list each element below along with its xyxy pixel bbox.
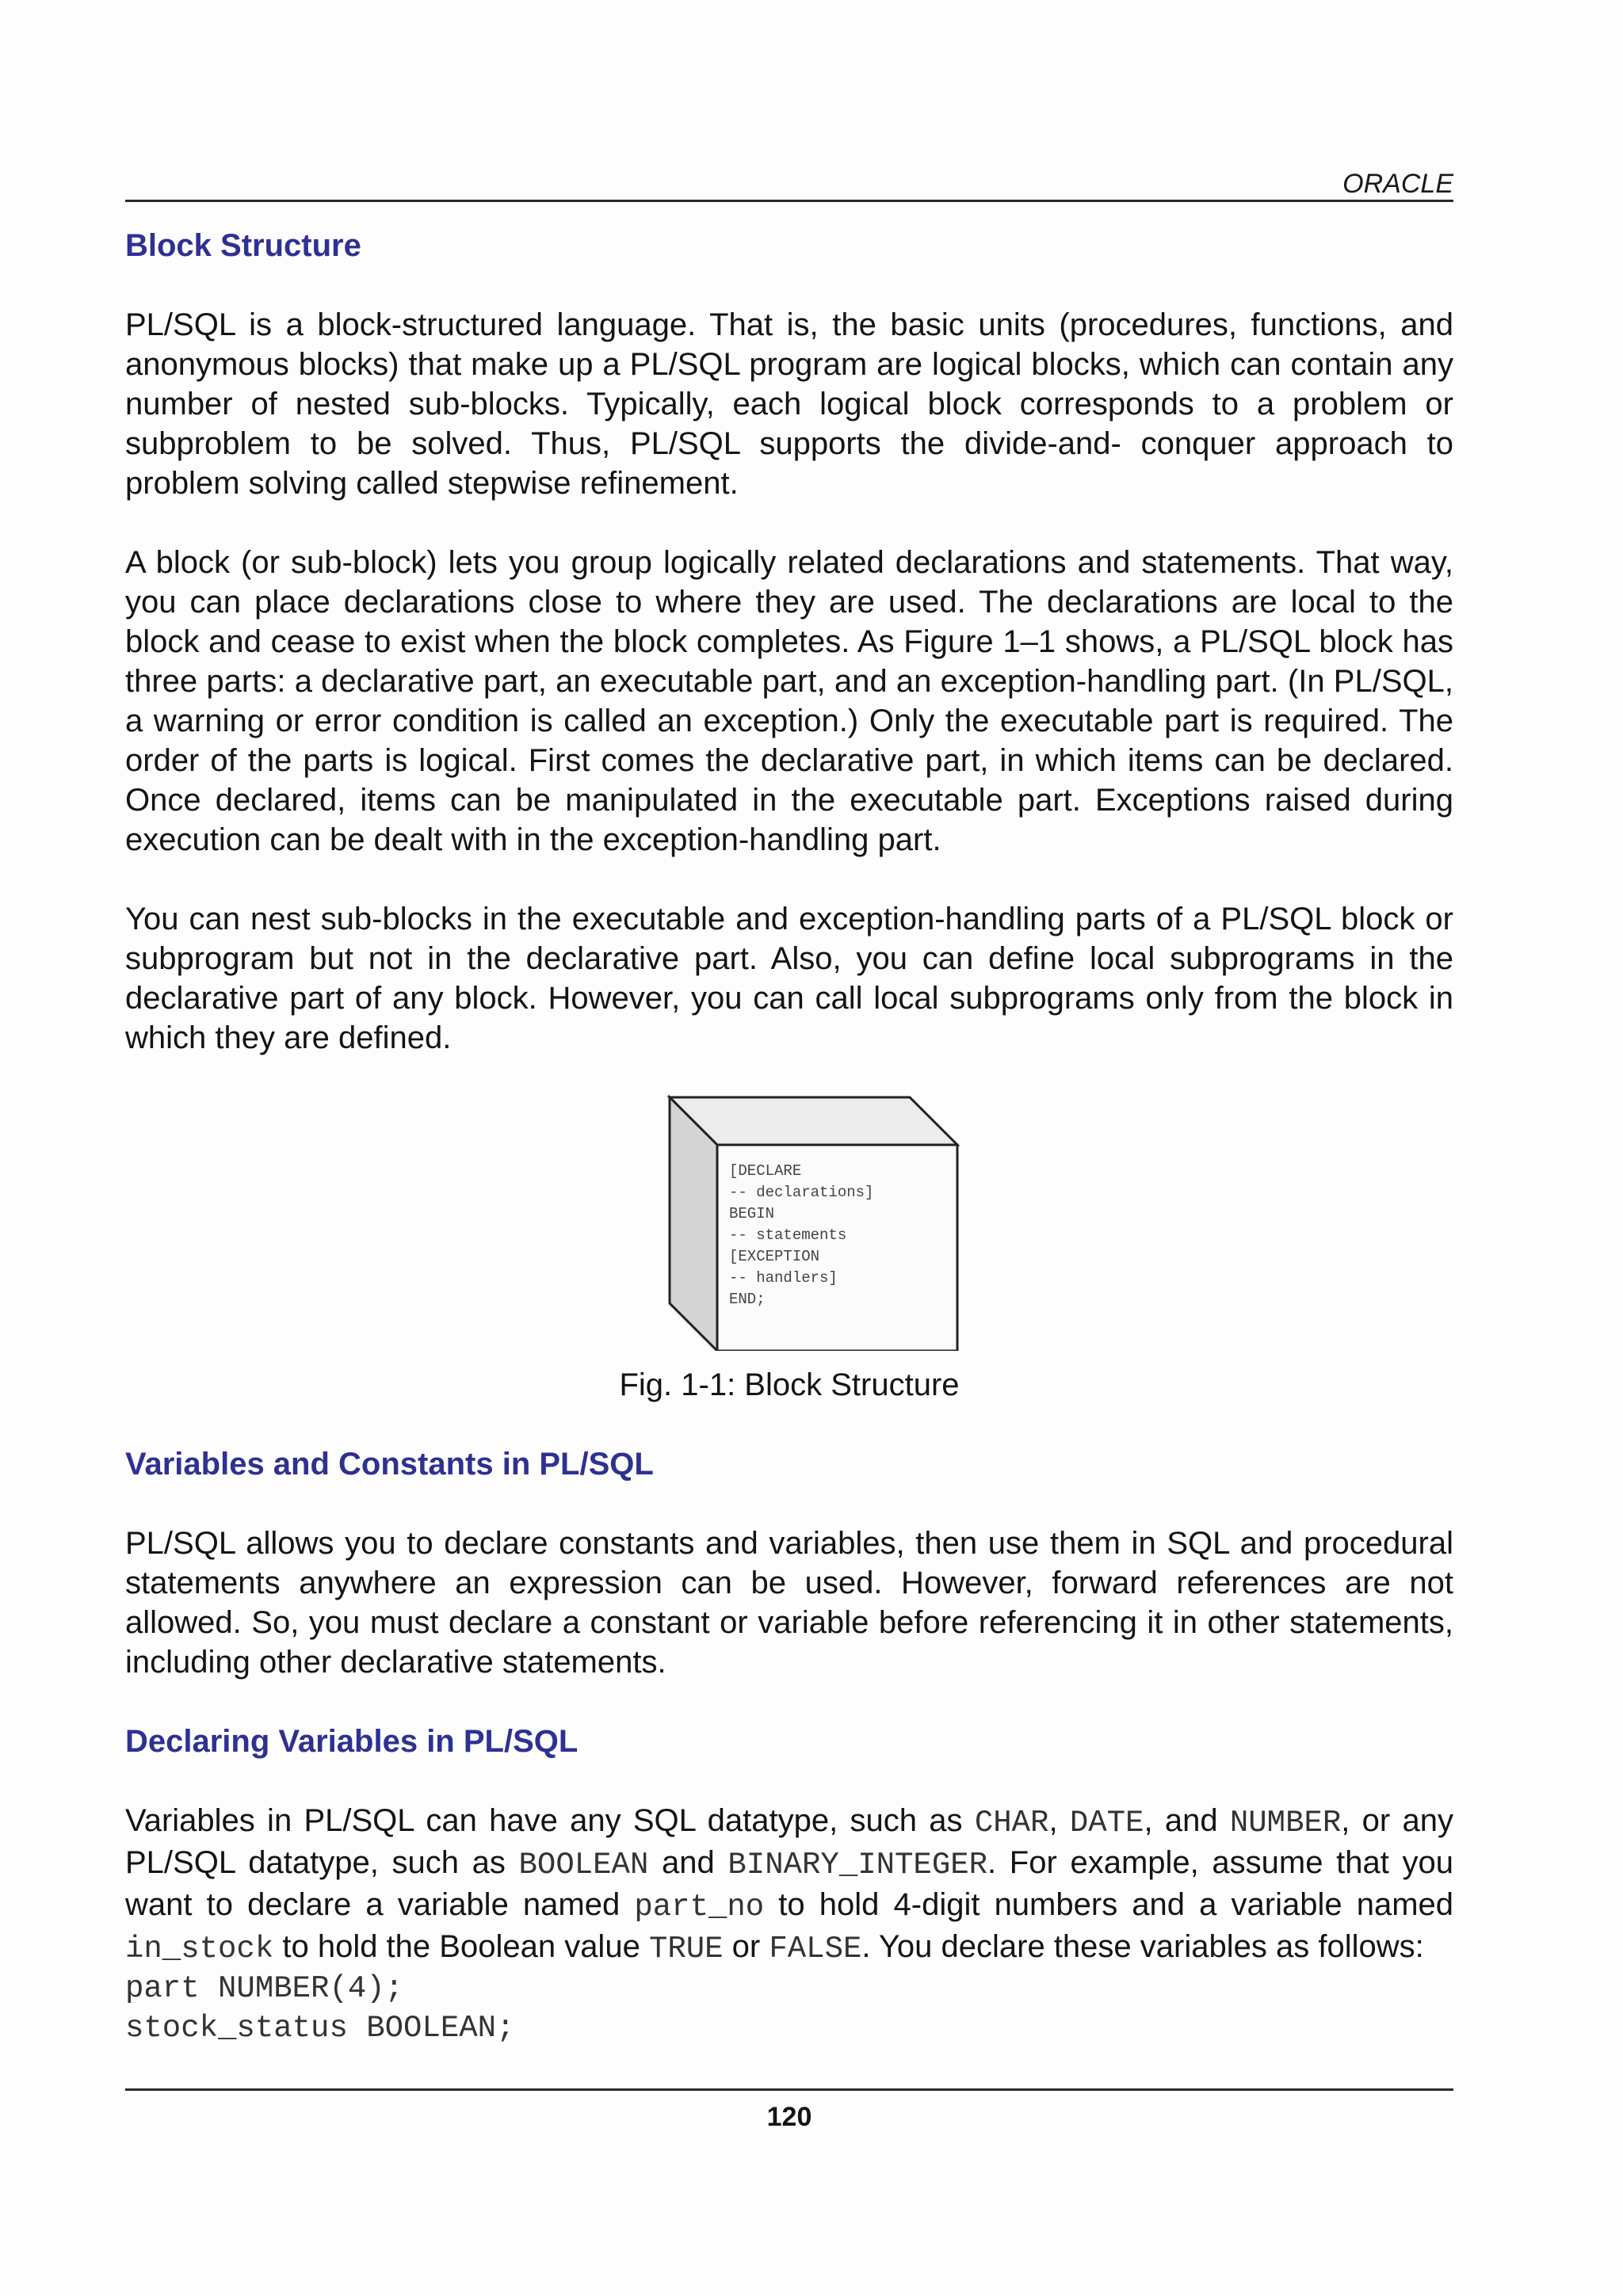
paragraph: A block (or sub-block) lets you group logically related declarations and statements. That way, you can place declarations close to where they are used. The declarations are local to the block and cease to exist when the block completes. As Figure 1–1 shows, a PL/SQL block has three parts: a declarative part, an executable part, and an exception-handling part. (In PL/SQL, a warning or error condition is called an exception.) Only the executable part is required. The order of the parts is logical. First comes the declarative part, in which items can be declared. Once declared, items can be manipulated in the executable part. Exceptions raised during execution can be dealt with in the exception-handling part.: [125, 545, 1453, 857]
paragraph: You can nest sub-blocks in the executable and exception-handling parts of a PL/SQL block or subprogram but not in the declarative part. Also, you can define local subprograms in the declarative part of any block. However, you can call local subprograms only from the block in which they are defined.: [125, 902, 1453, 1055]
inline-code: FALSE: [769, 1932, 862, 1966]
code-line: -- declarations]: [729, 1184, 874, 1201]
inline-code: NUMBER: [1229, 1806, 1342, 1840]
code-line: END;: [729, 1291, 766, 1308]
inline-code: CHAR: [974, 1806, 1049, 1840]
block-structure-cube: [125, 1089, 1453, 1351]
page-content: [125, 226, 1453, 2048]
block-structure-figure: [125, 1089, 1453, 1351]
inline-code: DATE: [1069, 1806, 1144, 1840]
page-number: 120: [766, 2102, 812, 2132]
running-header: ORACLE: [1342, 169, 1453, 199]
paragraph-declaring-variables: Variables in PL/SQL can have any SQL datatype, such as CHAR, DATE, and NUMBER, or any PL/SQL datatype, such as BOOLEAN and BINARY_INTEGER. For example, assume that you want to declare a variable named part_no to hold 4-digit numbers and a variable named in_stock to hold the Boolean value TRUE or FALSE. You declare these variables as follows:: [125, 1803, 1454, 1966]
code-line: -- statements: [729, 1226, 847, 1244]
inline-code: BOOLEAN: [518, 1848, 649, 1882]
cube-top-face: [670, 1097, 957, 1145]
code-line: stock_status BOOLEAN;: [125, 2011, 515, 2046]
heading-block-structure: Block Structure: [125, 228, 361, 263]
code-line: part NUMBER(4);: [125, 1971, 404, 2006]
paragraph: PL/SQL is a block-structured language. That is, the basic units (procedures, functions, and anonymous blocks) that make up a PL/SQL program are logical blocks, which can contain any number of nested sub-blocks. Typically, each logical block corresponds to a problem or subproblem to be solved. Thus, PL/SQL supports the divide-and- conquer approach to problem solving called stepwise refinement.: [125, 307, 1453, 501]
paragraph: PL/SQL allows you to declare constants and variables, then use them in SQL and procedural statements anywhere an expression can be used. However, forward references are not allowed. So, you must declare a constant or variable before referencing it in other statements, including other declarative statements.: [125, 1526, 1453, 1680]
code-line: BEGIN: [729, 1205, 775, 1222]
heading-declaring-variables: Declaring Variables in PL/SQL: [125, 1724, 579, 1759]
inline-code: BINARY_INTEGER: [727, 1848, 988, 1882]
figure-caption: Fig. 1-1: Block Structure: [619, 1367, 960, 1402]
code-line: -- handlers]: [729, 1269, 838, 1287]
header-rule: [125, 200, 1453, 202]
inline-code: TRUE: [648, 1932, 724, 1966]
heading-variables-constants: Variables and Constants in PL/SQL: [125, 1447, 654, 1482]
footer-rule: [125, 2088, 1453, 2091]
inline-code: in_stock: [125, 1932, 274, 1966]
code-line: [DECLARE: [729, 1162, 802, 1180]
code-line: [EXCEPTION: [729, 1248, 820, 1265]
inline-code: part_no: [634, 1890, 765, 1924]
